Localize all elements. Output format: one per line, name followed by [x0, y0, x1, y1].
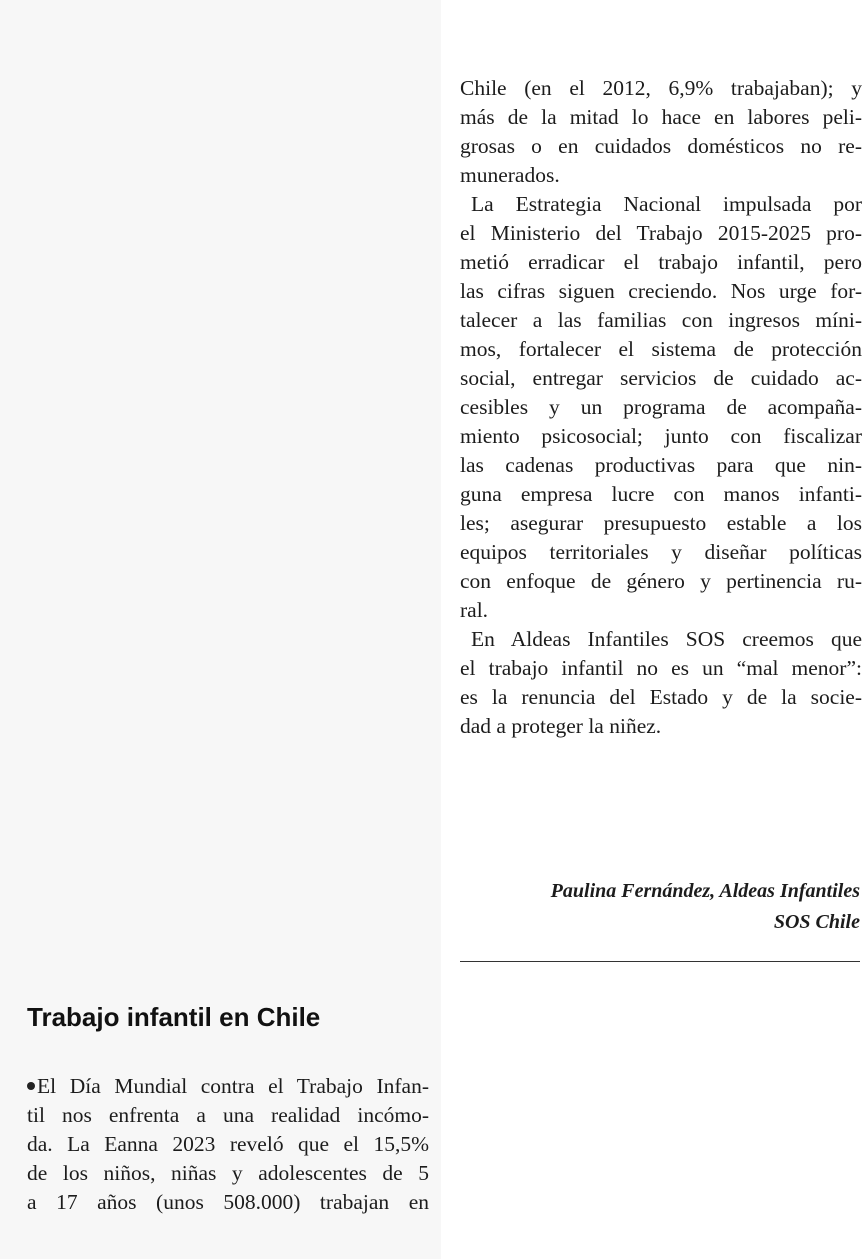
letter-body-continued: [460, 74, 862, 741]
section-divider: [460, 961, 860, 962]
text-line: más de la mitad lo hace en labores peli-: [460, 105, 862, 129]
text-line: miento psicosocial; junto con fiscalizar: [460, 424, 862, 448]
paragraph-national-strategy: [460, 190, 862, 625]
text-line: social, entregar servicios de cuidado ac-: [460, 366, 862, 390]
text-line: de los niños, niñas y adolescentes de 5: [27, 1161, 429, 1185]
text-line: talecer a las familias con ingresos míni-: [460, 308, 862, 332]
text-line: La Estrategia Nacional impulsada por: [471, 192, 862, 216]
text-line: las cifras siguen creciendo. Nos urge for-: [460, 279, 862, 303]
text-line: Chile (en el 2012, 6,9% trabajaban); y: [460, 76, 862, 100]
text-line: el Ministerio del Trabajo 2015-2025 pro-: [460, 221, 862, 245]
text-line: til nos enfrenta a una realidad incómo-: [27, 1103, 429, 1127]
paragraph-conclusion: [460, 625, 862, 741]
text-line: da. La Eanna 2023 reveló que el 15,5%: [27, 1132, 429, 1156]
text-line: guna empresa lucre con manos infanti-: [460, 482, 862, 506]
text-line: En Aldeas Infantiles SOS creemos que: [471, 627, 862, 651]
text-line-first-content: El Día Mundial contra el Trabajo Infan-: [37, 1074, 429, 1098]
text-line: munerados.: [460, 163, 560, 187]
text-line: las cadenas productivas para que nin-: [460, 453, 862, 477]
text-line: dad a proteger la niñez.: [460, 714, 662, 738]
text-line: ral.: [460, 598, 489, 622]
bullet-dot-icon: [27, 1082, 35, 1090]
text-line-first: [27, 1072, 429, 1101]
text-line: les; asegurar presupuesto estable a los: [460, 511, 862, 535]
signature-organization: SOS Chile: [773, 911, 860, 933]
paragraph-statistics-end: [460, 74, 862, 190]
text-line: con enfoque de género y pertinencia ru-: [460, 569, 862, 593]
letter-headline: Trabajo infantil en Chile: [27, 1002, 321, 1032]
text-line: grosas o en cuidados domésticos no re-: [460, 134, 862, 158]
text-line: mos, fortalecer el sistema de protección: [460, 337, 862, 361]
signature-name: Paulina Fernández, Aldeas Infantiles: [550, 880, 860, 902]
text-line: a 17 años (unos 508.000) trabajan en: [27, 1190, 429, 1214]
text-line: cesibles y un programa de acompaña-: [460, 395, 862, 419]
author-signature: [460, 876, 860, 938]
text-line: es la renuncia del Estado y de la socie-: [460, 685, 862, 709]
text-line: el trabajo infantil no es un “mal menor”:: [460, 656, 862, 680]
text-line: metió erradicar el trabajo infantil, pero: [460, 250, 862, 274]
text-line: equipos territoriales y diseñar políticas: [460, 540, 862, 564]
letter-body-start: [27, 1072, 429, 1217]
